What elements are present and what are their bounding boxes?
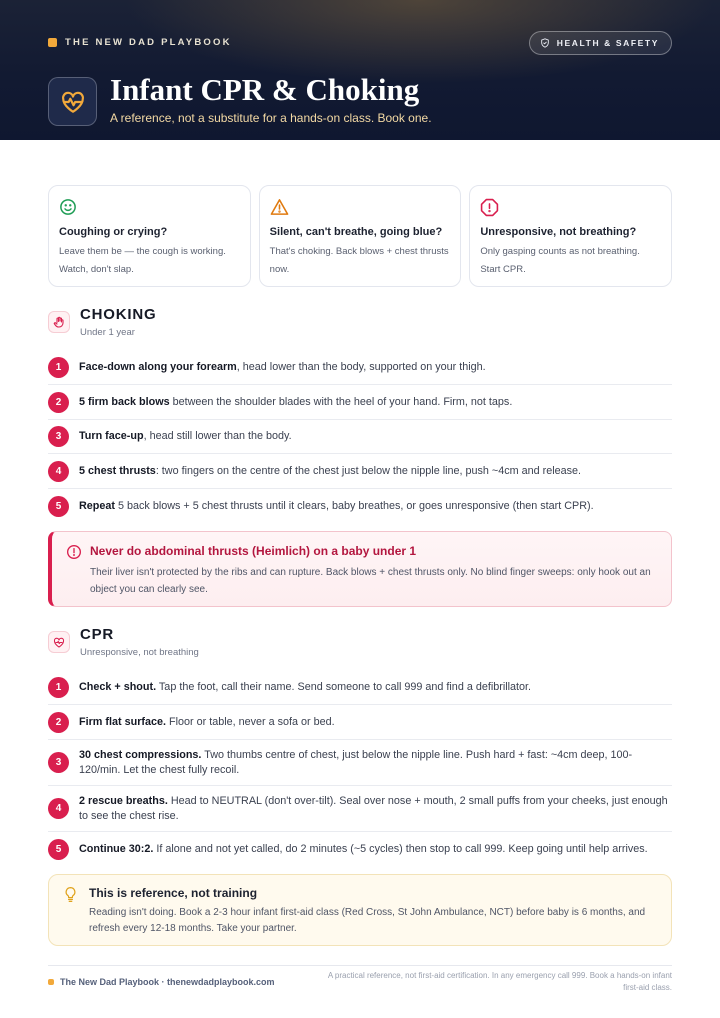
step-text <box>79 360 486 375</box>
cpr-step <box>48 705 672 740</box>
step-bold: 2 rescue breaths. <box>79 794 168 807</box>
note-text: Reading isn't doing. Book a 2-3 hour infant first-aid class (Red Cross, St John Ambulance, NCT) before baby is 6 months, and refresh every 12-18 months. Take your partner. <box>89 907 646 934</box>
step-number: 1 <box>48 677 69 698</box>
step-text <box>79 429 292 444</box>
warning-triangle-icon <box>270 198 289 216</box>
stop-octagon-icon <box>480 198 499 217</box>
choking-section-header <box>48 306 156 338</box>
step-rest: Floor or table, never a sofa or bed. <box>166 715 335 728</box>
hand-icon <box>48 311 70 333</box>
choking-step <box>48 454 672 489</box>
page-title: Infant CPR & Choking <box>110 72 420 107</box>
triage-card-title: Unresponsive, not breathing? <box>480 226 637 238</box>
section-title: CPR <box>80 626 115 643</box>
brand <box>48 37 232 48</box>
triage-card-text: That's choking. Back blows + chest thrusts now. <box>269 246 449 275</box>
step-number: 4 <box>48 798 69 819</box>
step-bold: Repeat <box>79 499 116 512</box>
footer-brand <box>48 977 275 987</box>
heart-pulse-icon <box>48 77 97 126</box>
step-bold: Face-down along your forearm <box>79 360 237 373</box>
step-bold: Check + shout. <box>79 680 157 693</box>
step-bold: Firm flat surface. <box>79 715 167 728</box>
step-text <box>79 794 672 824</box>
note-title: This is reference, not training <box>89 886 258 900</box>
step-text <box>79 499 594 514</box>
cpr-step <box>48 832 672 866</box>
step-number: 5 <box>48 839 69 860</box>
step-rest: Tap the foot, call their name. Send someone to call 999 and find a defibrillator. <box>156 680 532 693</box>
warning-title: Never do abdominal thrusts (Heimlich) on a baby under 1 <box>90 544 417 558</box>
shield-icon <box>540 38 550 48</box>
category-label: HEALTH & SAFETY <box>556 38 659 48</box>
footer-brand-link[interactable]: The New Dad Playbook · thenewdadplaybook.com <box>60 977 275 987</box>
step-number: 4 <box>48 461 69 482</box>
step-number: 1 <box>48 357 69 378</box>
step-bold: 5 firm back blows <box>79 395 170 408</box>
cpr-steps <box>48 670 672 866</box>
step-text <box>79 464 581 479</box>
alert-circle-icon <box>66 544 82 560</box>
triage-card-text: Leave them be — the cough is working. Watch, don't slap. <box>59 246 226 275</box>
cpr-section-header <box>48 626 199 658</box>
step-bold: Continue 30:2. <box>79 842 154 855</box>
training-note <box>48 874 672 946</box>
cpr-step <box>48 786 672 832</box>
choking-step <box>48 385 672 420</box>
lightbulb-icon <box>63 886 78 903</box>
choking-step <box>48 420 672 454</box>
step-number: 2 <box>48 392 69 413</box>
step-text <box>79 842 648 857</box>
brand-dot <box>48 38 57 47</box>
choking-steps <box>48 350 672 523</box>
heimlich-warning <box>48 531 672 607</box>
step-rest: Head to NEUTRAL (don't over-tilt). Seal over nose + mouth, 2 small puffs from your cheeks, just enough to see the chest rise. <box>79 794 668 822</box>
step-bold: 30 chest compressions. <box>79 748 202 761</box>
brand-name: THE NEW DAD PLAYBOOK <box>65 37 232 48</box>
step-bold: 5 chest thrusts <box>79 464 156 477</box>
step-rest: , head lower than the body, supported on your thigh. <box>236 360 486 373</box>
section-title: CHOKING <box>80 306 157 323</box>
smile-icon <box>59 198 77 216</box>
triage-card-unresponsive <box>469 185 672 287</box>
step-text <box>79 715 335 730</box>
section-subtitle: Under 1 year <box>80 327 135 338</box>
step-rest: , head still lower than the body. <box>143 430 292 442</box>
step-number: 2 <box>48 712 69 733</box>
step-number: 5 <box>48 496 69 517</box>
step-rest: between the shoulder blades with the heel of your hand. Firm, not taps. <box>169 395 513 408</box>
step-number: 3 <box>48 426 69 447</box>
step-rest: Two thumbs centre of chest, just below the nipple line. Push hard + fast: ~4cm deep, 100-120/min. Let the chest fully recoil. <box>79 748 633 776</box>
step-number: 3 <box>48 752 69 773</box>
hero-header <box>0 0 720 140</box>
triage-cards <box>48 185 672 287</box>
triage-card-text: Only gasping counts as not breathing. Start CPR. <box>480 246 640 275</box>
step-text <box>79 395 512 410</box>
step-text <box>79 680 531 695</box>
triage-card-title: Silent, can't breathe, going blue? <box>269 226 443 238</box>
step-rest: 5 back blows + 5 chest thrusts until it clears, baby breathes, or goes unresponsive (then start CPR). <box>115 499 594 512</box>
footer-disclaimer: A practical reference, not first-aid certification. In any emergency call 999. Book a hands-on infant first-aid class. <box>327 971 672 992</box>
footer-divider <box>48 965 672 966</box>
cpr-step <box>48 740 672 786</box>
choking-step <box>48 489 672 523</box>
heart-icon <box>48 631 70 653</box>
choking-step <box>48 350 672 385</box>
triage-card-coughing <box>48 185 251 287</box>
category-badge <box>529 31 672 55</box>
step-rest: : two fingers on the centre of the chest just below the nipple line, push ~4cm and release. <box>155 464 582 477</box>
step-rest: If alone and not yet called, do 2 minutes (~5 cycles) then stop to call 999. Keep going until help arrives. <box>153 842 648 855</box>
section-subtitle: Unresponsive, not breathing <box>80 647 199 658</box>
step-bold: Turn face-up <box>79 430 144 442</box>
triage-card-title: Coughing or crying? <box>59 226 168 238</box>
footer-dot <box>48 979 54 985</box>
cpr-step <box>48 670 672 705</box>
page-subtitle: A reference, not a substitute for a hands-on class. Book one. <box>110 111 432 125</box>
step-text <box>79 748 672 778</box>
warning-text: Their liver isn't protected by the ribs and can rupture. Back blows + chest thrusts only. No blind finger sweeps: only hook out an object you can clearly see. <box>90 567 651 595</box>
triage-card-choking <box>259 185 462 287</box>
